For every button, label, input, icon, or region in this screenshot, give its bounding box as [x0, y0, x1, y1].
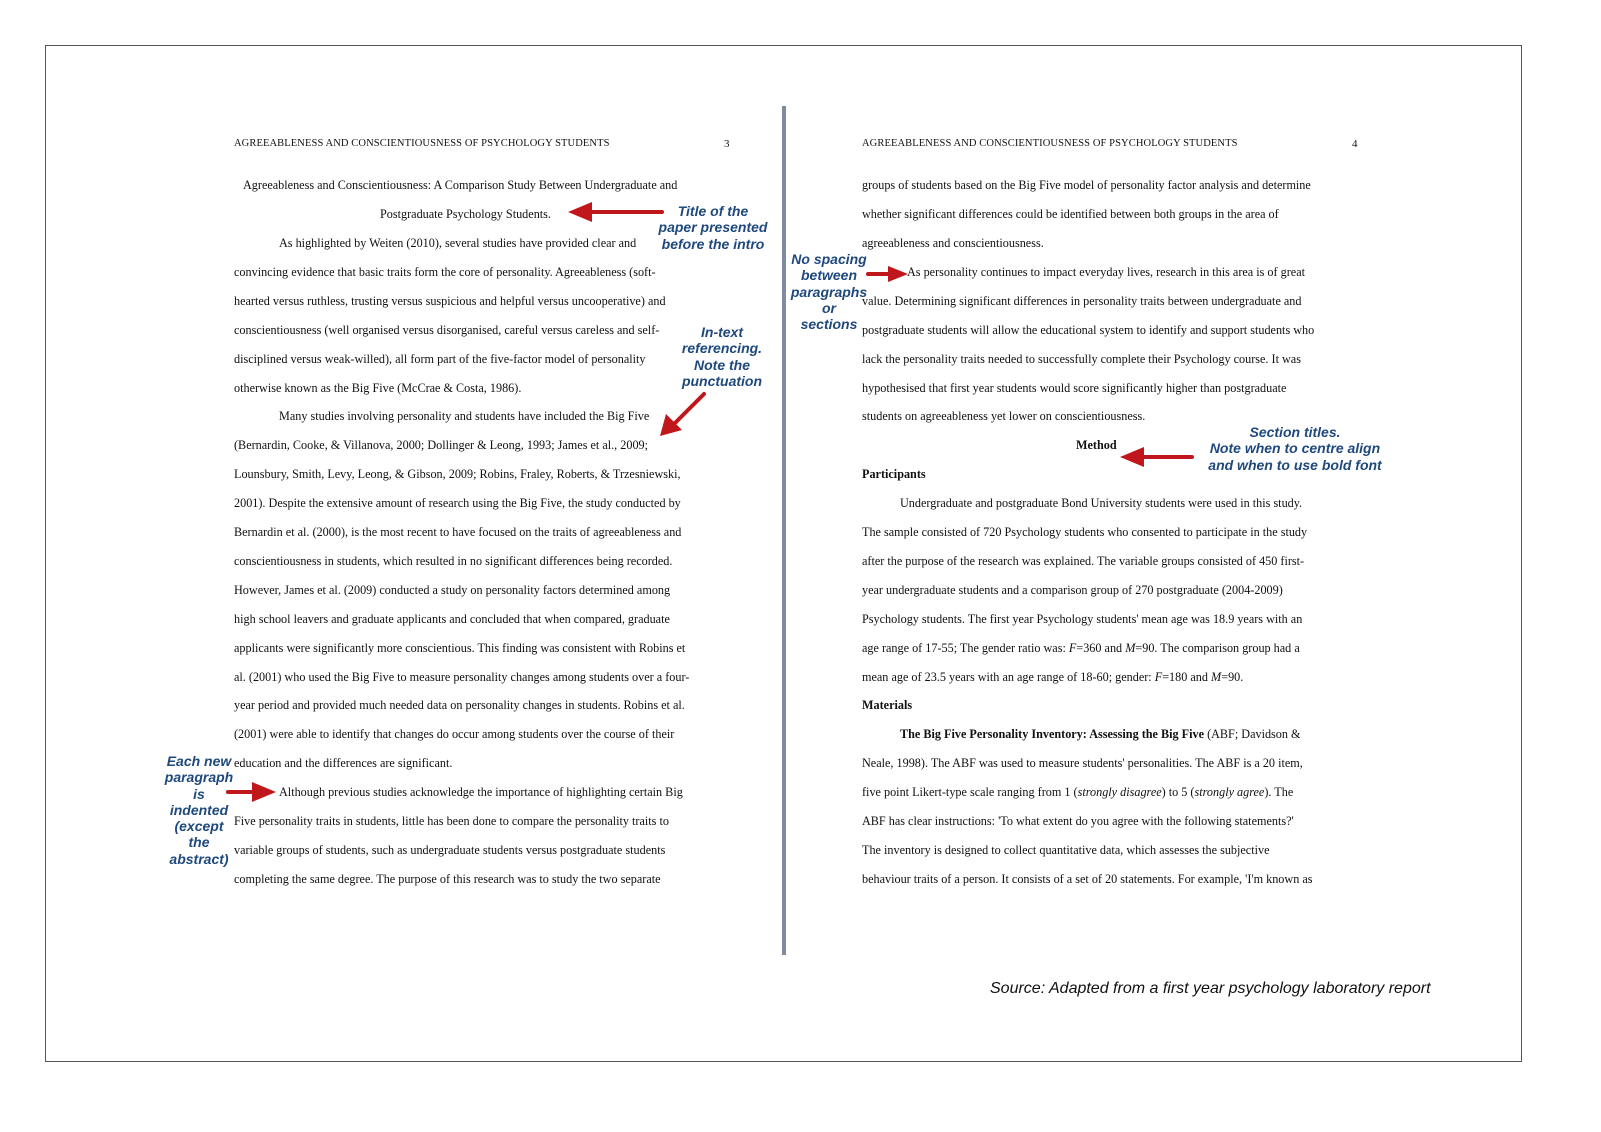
- body-line: However, James et al. (2009) conducted a study on personality factors determined among: [234, 583, 671, 597]
- body-line: whether significant differences could be identified between both groups in the area of: [862, 207, 1279, 221]
- body-line: Five personality traits in students, little has been done to compare the personality traits to: [234, 814, 669, 828]
- body-line: Although previous studies acknowledge the importance of highlighting certain Big: [279, 785, 683, 799]
- body-line: groups of students based on the Big Five model of personality factor analysis and determine: [862, 178, 1311, 192]
- body-line: completing the same degree. The purpose of this research was to study the two separate: [234, 872, 661, 886]
- body-line: five point Likert-type scale ranging from 1 (strongly disagree) to 5 (strongly agree). The: [862, 785, 1294, 799]
- page-divider: [782, 106, 786, 955]
- annotation-in-text-referencing: In-text referencing. Note the punctuation: [681, 324, 763, 389]
- body-line: otherwise known as the Big Five (McCrae & Costa, 1986).: [234, 381, 522, 395]
- body-line: behaviour traits of a person. It consists of a set of 20 statements. For example, 'I'm known as: [862, 872, 1313, 886]
- annotation-no-spacing: No spacing between paragraphs or sections: [790, 251, 868, 333]
- body-line: hearted versus ruthless, trusting versus suspicious and helpful versus uncooperative) and: [234, 294, 666, 308]
- body-line: conscientiousness (well organised versus disorganised, careful versus careless and self-: [234, 323, 660, 337]
- body-line: students on agreeableness yet lower on conscientiousness.: [862, 409, 1146, 423]
- section-title-method: Method: [1076, 438, 1117, 452]
- body-line: lack the personality traits needed to successfully complete their Psychology course. It was: [862, 352, 1301, 366]
- body-line: The sample consisted of 720 Psychology students who consented to participate in the study: [862, 525, 1308, 539]
- body-line: conscientiousness in students, which resulted in no significant differences being recorded.: [234, 554, 673, 568]
- paper-title-line-2: Postgraduate Psychology Students.: [380, 207, 551, 221]
- body-line: (Bernardin, Cooke, & Villanova, 2000; Dollinger & Leong, 1993; James et al., 2009;: [234, 438, 649, 452]
- body-line: agreeableness and conscientiousness.: [862, 236, 1044, 250]
- left-running-head: AGREEABLENESS AND CONSCIENTIOUSNESS OF PSYCHOLOGY STUDENTS: [234, 138, 610, 149]
- body-line: disciplined versus weak-willed), all form part of the five-factor model of personality: [234, 352, 646, 366]
- body-line: Undergraduate and postgraduate Bond University students were used in this study.: [900, 496, 1303, 510]
- body-line: Psychology students. The first year Psychology students' mean age was 18.9 years with an: [862, 612, 1303, 626]
- arrow-left-icon: [1118, 445, 1194, 469]
- annotation-title: Title of the paper presented before the intro: [658, 203, 768, 252]
- body-line: (2001) were able to identify that changes do occur among students over the course of their: [234, 727, 675, 741]
- body-line: hypothesised that first year students would score significantly higher than postgraduate: [862, 381, 1287, 395]
- paper-title-line-1: Agreeableness and Conscientiousness: A Comparison Study Between Undergraduate and: [243, 178, 678, 192]
- body-line: 2001). Despite the extensive amount of research using the Big Five, the study conducted by: [234, 496, 681, 510]
- body-line: value. Determining significant differences in personality traits between undergraduate and: [862, 294, 1302, 308]
- body-line: convincing evidence that basic traits form the core of personality. Agreeableness (soft-: [234, 265, 656, 279]
- body-line: ABF has clear instructions: 'To what extent do you agree with the following statements?': [862, 814, 1294, 828]
- right-running-head: AGREEABLENESS AND CONSCIENTIOUSNESS OF PSYCHOLOGY STUDENTS: [862, 138, 1238, 149]
- subsection-title-materials: Materials: [862, 698, 913, 712]
- body-line: Neale, 1998). The ABF was used to measure students' personalities. The ABF is a 20 item,: [862, 756, 1303, 770]
- annotation-paragraph-indent: Each new paragraph is indented (except the abstract): [164, 753, 234, 867]
- arrow-right-icon: [226, 780, 278, 804]
- body-line: year undergraduate students and a comparison group of 270 postgraduate (2004-2009): [862, 583, 1283, 597]
- arrow-left-icon: [566, 200, 664, 224]
- subsection-title-participants: Participants: [862, 467, 926, 481]
- right-page-number: 4: [1352, 138, 1358, 150]
- left-page-number: 3: [724, 138, 730, 150]
- body-line: age range of 17-55; The gender ratio was: F=360 and M=90. The comparison group had a: [862, 641, 1300, 655]
- arrow-right-icon: [866, 264, 910, 284]
- body-line: variable groups of students, such as undergraduate students versus postgraduate students: [234, 843, 666, 857]
- body-line: al. (2001) who used the Big Five to measure personality changes among students over a four-: [234, 670, 690, 684]
- body-line: year period and provided much needed data on personality changes in students. Robins et al.: [234, 698, 685, 712]
- body-line: Lounsbury, Smith, Levy, Leong, & Gibson, 2009; Robins, Fraley, Roberts, & Trzesniewski,: [234, 467, 681, 481]
- body-line: Many studies involving personality and students have included the Big Five: [279, 409, 650, 423]
- body-line: postgraduate students will allow the educational system to identify and support students who: [862, 323, 1315, 337]
- body-line: education and the differences are significant.: [234, 756, 453, 770]
- body-line: The inventory is designed to collect quantitative data, which assesses the subjective: [862, 843, 1270, 857]
- body-line: high school leavers and graduate applicants and concluded that when compared, graduate: [234, 612, 670, 626]
- body-line: applicants were significantly more conscientious. This finding was consistent with Robins et: [234, 641, 686, 655]
- body-line: As personality continues to impact everyday lives, research in this area is of great: [907, 265, 1305, 279]
- body-line: after the purpose of the research was explained. The variable groups consisted of 450 first-: [862, 554, 1305, 568]
- body-line: mean age of 23.5 years with an age range of 18-60; gender: F=180 and M=90.: [862, 670, 1244, 684]
- annotation-section-titles: Section titles. Note when to centre align and when to use bold font: [1208, 424, 1382, 473]
- arrow-down-left-icon: [656, 390, 708, 440]
- body-line: Bernardin et al. (2000), is the most recent to have focused on the traits of agreeableness and: [234, 525, 682, 539]
- body-line: The Big Five Personality Inventory: Assessing the Big Five (ABF; Davidson &: [900, 727, 1301, 741]
- body-line: As highlighted by Weiten (2010), several studies have provided clear and: [279, 236, 637, 250]
- source-caption: Source: Adapted from a first year psychology laboratory report: [990, 980, 1431, 997]
